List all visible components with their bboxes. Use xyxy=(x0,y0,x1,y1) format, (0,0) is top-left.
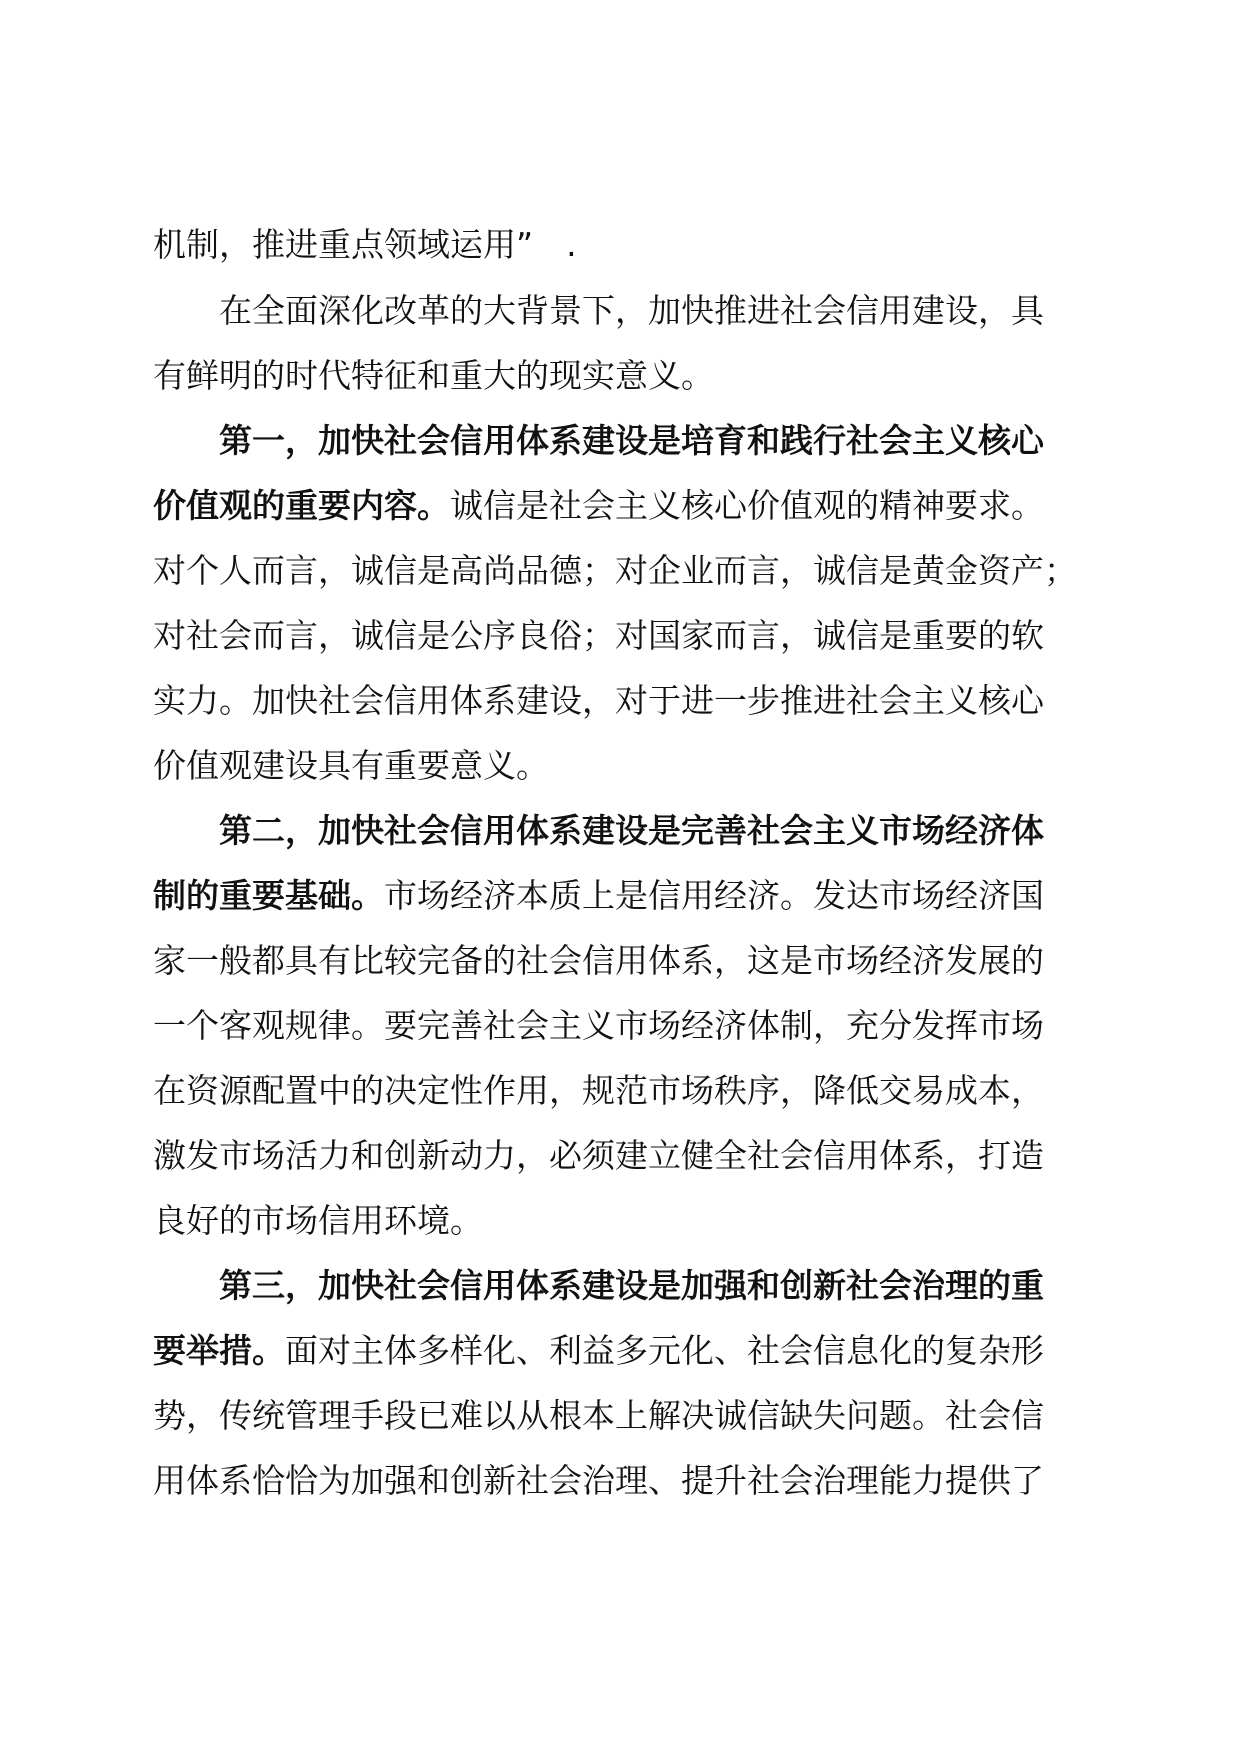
text-line xyxy=(153,1136,1113,1176)
bold-heading-text: 制的重要基础。 xyxy=(153,876,384,915)
line-text: 良好的市场信用环境。 xyxy=(153,1201,483,1240)
text-line xyxy=(153,1396,1113,1436)
text-line xyxy=(153,1071,1113,1111)
bold-heading-text: 要举措。 xyxy=(153,1331,285,1370)
line-text: 实力。加快社会信用体系建设，对于进一步推进社会主义核心 xyxy=(153,681,1044,720)
line-text: 用体系恰恰为加强和创新社会治理、提升社会治理能力提供了 xyxy=(153,1461,1044,1500)
text-line xyxy=(153,681,1113,721)
text-line xyxy=(153,486,1113,526)
text-line xyxy=(153,356,1113,396)
text-line xyxy=(153,941,1113,981)
text-line xyxy=(153,1461,1113,1501)
text-line xyxy=(153,551,1113,591)
bold-heading-text: 第二，加快社会信用体系建设是完善社会主义市场经济体 xyxy=(219,811,1044,850)
text-line xyxy=(153,876,1113,916)
bold-heading-text: 价值观的重要内容。 xyxy=(153,486,450,525)
line-text: 家一般都具有比较完备的社会信用体系，这是市场经济发展的 xyxy=(153,941,1044,980)
line-text: 对个人而言，诚信是高尚品德；对企业而言，诚信是黄金资产； xyxy=(153,551,1077,590)
line-text: 面对主体多样化、利益多元化、社会信息化的复杂形 xyxy=(285,1331,1044,1370)
text-line xyxy=(153,1006,1113,1046)
paragraph-first-line xyxy=(219,811,1179,851)
line-text: 价值观建设具有重要意义。 xyxy=(153,746,549,785)
paragraph-first-line xyxy=(219,1266,1179,1306)
line-text: 对社会而言，诚信是公序良俗；对国家而言，诚信是重要的软 xyxy=(153,616,1044,655)
line-text: 激发市场活力和创新动力，必须建立健全社会信用体系，打造 xyxy=(153,1136,1044,1175)
bold-heading-text: 第一，加快社会信用体系建设是培育和践行社会主义核心 xyxy=(219,421,1044,460)
line-text: 势，传统管理手段已难以从根本上解决诚信缺失问题。社会信 xyxy=(153,1396,1044,1435)
line-text: 一个客观规律。要完善社会主义市场经济体制，充分发挥市场 xyxy=(153,1006,1044,1045)
text-line xyxy=(153,1331,1113,1371)
paragraph-first-line xyxy=(219,421,1179,461)
line-text: 在全面深化改革的大背景下，加快推进社会信用建设，具 xyxy=(219,291,1044,330)
line-text: 市场经济本质上是信用经济。发达市场经济国 xyxy=(384,876,1044,915)
line-text: 机制，推进重点领域运用” . xyxy=(153,225,577,264)
line-text: 诚信是社会主义核心价值观的精神要求。 xyxy=(450,486,1044,525)
text-line xyxy=(153,616,1113,656)
text-line xyxy=(153,1201,1113,1241)
paragraph-first-line xyxy=(219,291,1179,331)
line-text: 有鲜明的时代特征和重大的现实意义。 xyxy=(153,356,714,395)
text-line xyxy=(153,746,1113,786)
text-line xyxy=(153,225,1113,265)
bold-heading-text: 第三，加快社会信用体系建设是加强和创新社会治理的重 xyxy=(219,1266,1044,1305)
line-text: 在资源配置中的决定性作用，规范市场秩序，降低交易成本， xyxy=(153,1071,1044,1110)
